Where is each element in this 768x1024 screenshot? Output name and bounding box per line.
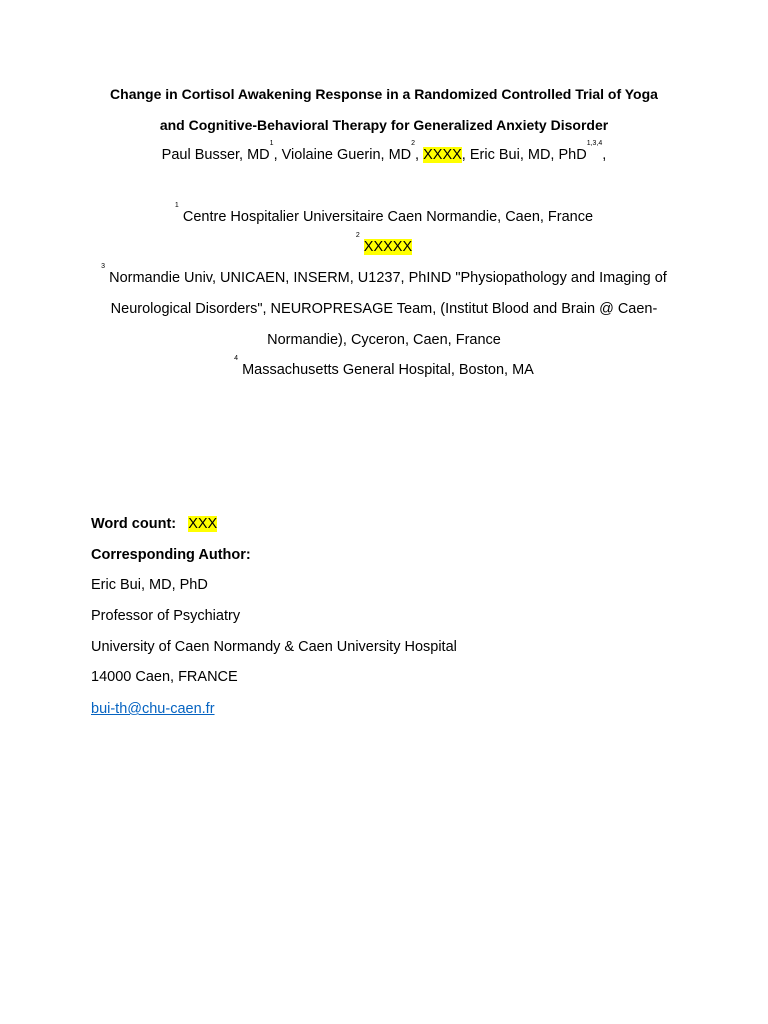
author-4-affiliation: 1,3,4: [586, 140, 603, 147]
author-2-name: Violaine Guerin, MD: [281, 147, 412, 163]
affiliation-3-line-2: Neurological Disorders", NEUROPRESAGE Team, (Institut Blood and Brain @ Caen-: [110, 301, 658, 317]
corresponding-author-address: 14000 Caen, FRANCE: [91, 669, 238, 685]
author-3-redacted: XXXX: [423, 147, 462, 163]
affiliation-2: [0, 232, 768, 256]
affiliation-1-number: 1: [174, 202, 179, 209]
author-2-affiliation: 2: [411, 140, 416, 147]
affiliation-3-number: 3: [101, 263, 106, 270]
affiliation-3-line-1: [0, 263, 768, 287]
author-list: Paul Busser, $MD^1$, Violaine Guerin, $MD^2$, XXXX, Eric Bui, MD, PhD$^{1,3,4}$,: [161, 140, 607, 163]
author-4-name: Eric Bui, MD, PhD: [469, 147, 587, 163]
author-1-affiliation: 1: [269, 140, 274, 147]
affiliation-1: [0, 202, 768, 226]
title-line-2: and Cognitive-Behavioral Therapy for Generalized Anxiety Disorder: [159, 117, 609, 133]
word-count-value: XXX: [188, 516, 218, 532]
corresponding-author-label: Corresponding Author:: [91, 547, 251, 563]
corresponding-author-position: Professor of Psychiatry: [91, 608, 241, 624]
affiliation-4-number: 4: [234, 355, 239, 362]
corresponding-author-institution: University of Caen Normandy & Caen University Hospital: [91, 639, 457, 655]
affiliation-4: [0, 355, 768, 379]
affiliation-3-line-3: Normandie), Cyceron, Caen, France: [267, 332, 501, 348]
affiliation-3-text-1: Normandie Univ, UNICAEN, INSERM, U1237, PhIND "Physiopathology and Imaging of: [109, 270, 667, 286]
author-1-name: Paul Busser, MD: [161, 147, 270, 163]
affiliation-2-text: XXXXX: [363, 239, 413, 255]
word-count: [91, 515, 217, 533]
corresponding-author-email-line: [91, 700, 215, 718]
title-line-1: Change in Cortisol Awakening Response in a Randomized Controlled Trial of Yoga: [110, 86, 658, 102]
affiliation-2-number: 2: [355, 232, 360, 239]
affiliation-4-text: Massachusetts General Hospital, Boston, MA: [242, 362, 534, 378]
word-count-label: Word count:: [91, 516, 177, 532]
corresponding-author-name: Eric Bui, MD, PhD: [91, 577, 208, 593]
affiliation-1-text: Centre Hospitalier Universitaire Caen Normandie, Caen, France: [182, 209, 594, 225]
corresponding-author-email-link[interactable]: bui-th@chu-caen.fr: [91, 701, 215, 717]
